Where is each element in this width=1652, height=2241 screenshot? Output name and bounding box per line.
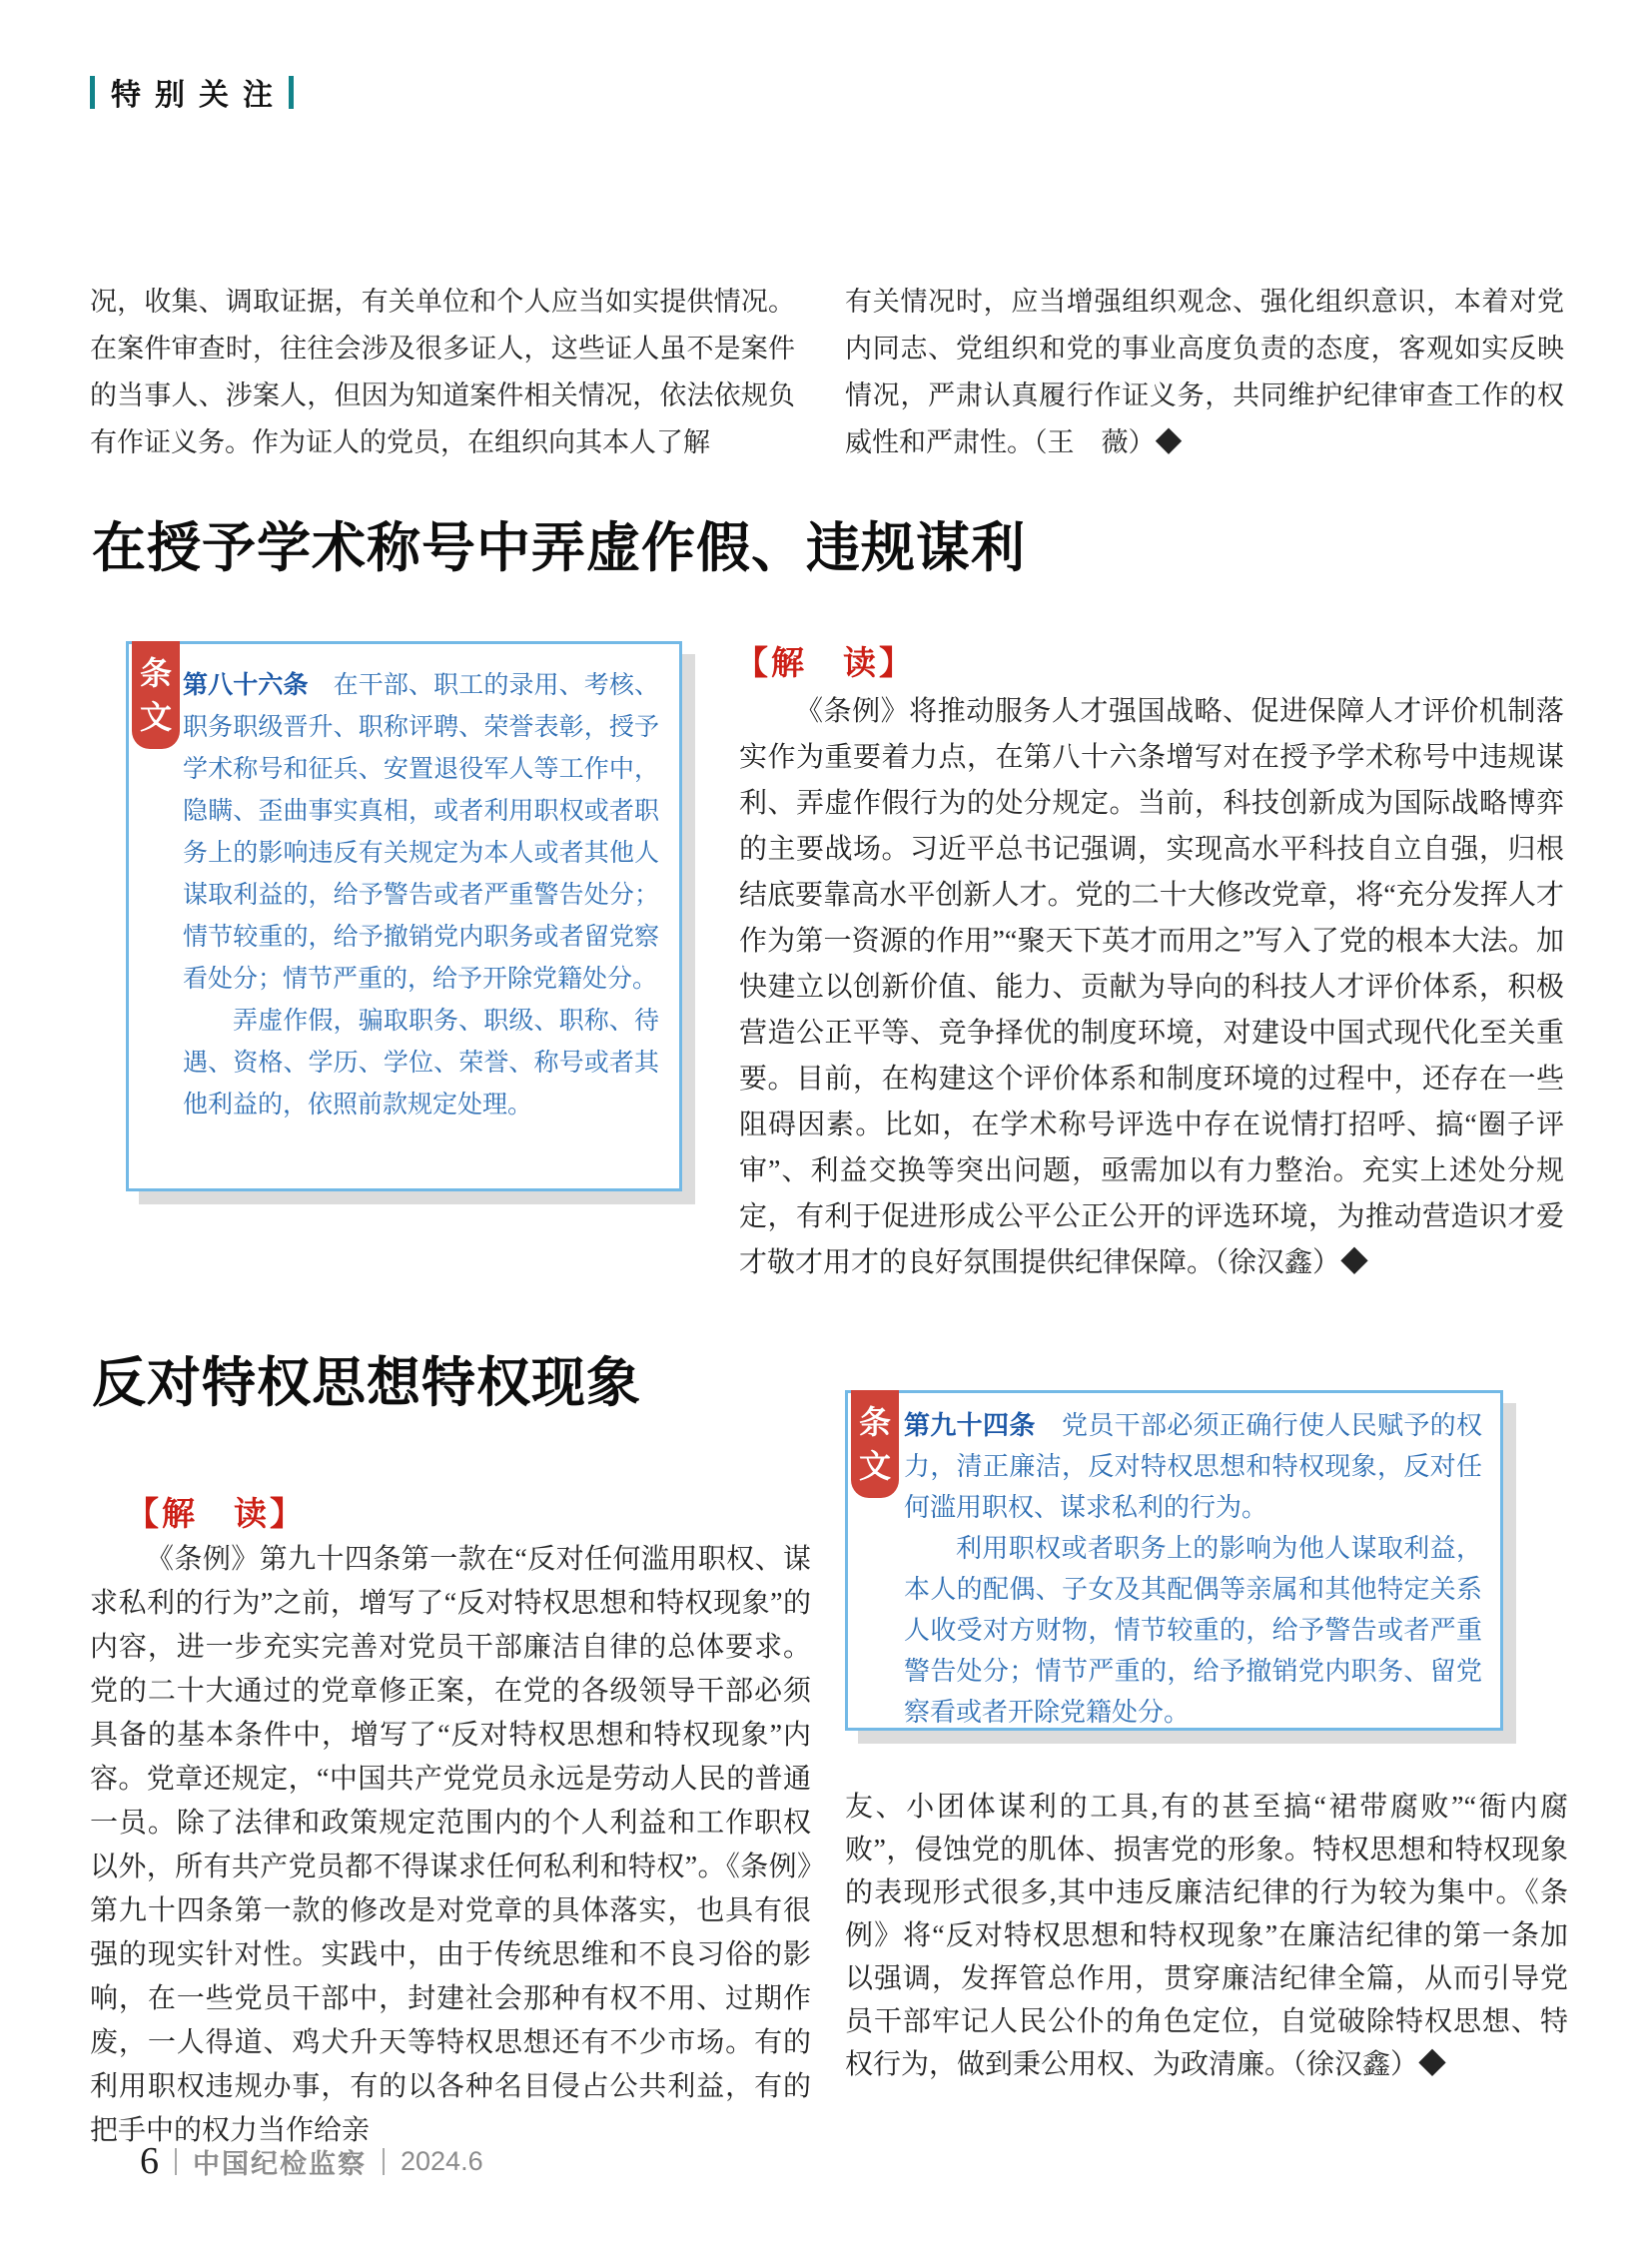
- section1-title: 在授予学术称号中弄虚作假、违规谋利: [92, 518, 1026, 578]
- section2-interpretation-continued: 友、小团体谋利的工具,有的甚至搞“裙带腐败”“衙内腐败”，侵蚀党的肌体、损害党的形象。特权思想和特权现象的表现形式很多,其中违反廉洁纪律的行为较为集中。《条例》将“反对特权思想和特权现象”在廉洁纪律的第一条加以强调，发挥管总作用，贯穿廉洁纪律全篇，从而引导党员干部牢记人民公仆的角色定位，自觉破除特权思想、特权行为，做到秉公用权、为政清廉。（徐汉鑫）◆: [845, 1792, 1568, 2080]
- article-94-number: 第九十四条: [904, 1410, 1036, 1440]
- intro-left-paragraph: 况，收集、调取证据，有关单位和个人应当如实提供情况。在案件审查时，往往会涉及很多证人，这些证人虽不是案件的当事人、涉案人，但因为知道案件相关情况，依法依规负有作证义务。作为证人的党员，在组织向其本人了解: [90, 287, 795, 457]
- article-86-paragraph-1: [183, 664, 659, 1000]
- footer-divider-1: [175, 2148, 177, 2175]
- page-footer: [140, 2139, 483, 2183]
- tiaowen-tab-label-1: 条文: [139, 655, 172, 735]
- jiedu-label-section1: 【解 读】: [735, 646, 915, 682]
- tiaowen-tab-label-2: 条文: [858, 1404, 891, 1484]
- footer-divider-2: [383, 2148, 385, 2175]
- footer-journal-name: 中国纪检监察: [193, 2148, 367, 2179]
- kicker-bar-left: [90, 76, 95, 109]
- section2-interpretation: 《条例》第九十四条第一款在“反对任何滥用职权、谋求私利的行为”之前，增写了“反对特权思想和特权现象”的内容，进一步充实完善对党员干部廉洁自律的总体要求。党的二十大通过的党章修正案，在党的各级领导干部必须具备的基本条件中，增写了“反对特权思想和特权现象”内容。党章还规定，“中国共产党党员永远是劳动人民的普通一员。除了法律和政策规定范围内的个人利益和工作职权以外，所有共产党员都不得谋求任何私利和特权”。《条例》第九十四条第一款的修改是对党章的具体落实，也具有很强的现实针对性。实践中，由于传统思维和不良习俗的影响，在一些党员干部中，封建社会那种有权不用、过期作废，一人得道、鸡犬升天等特权思想还有不少市场。有的利用职权违规办事，有的以各种名目侵占公共利益，有的把手中的权力当作给亲: [90, 1544, 811, 2146]
- article-94-paragraph-1-text: 党员干部必须正确行使人民赋予的权力，清正廉洁，反对特权思想和特权现象，反对任何滥用职权、谋求私利的行为。: [904, 1410, 1482, 1522]
- kicker-bar-right: [289, 76, 294, 109]
- footer-page-number: 6: [140, 2140, 159, 2182]
- kicker-label: 特别关注: [111, 79, 287, 112]
- jiedu-label-section2: 【解 读】: [126, 1497, 306, 1533]
- article-86-paragraph-1-text: 在干部、职工的录用、考核、职务职级晋升、职称评聘、荣誉表彰，授予学术称号和征兵、安置退役军人等工作中，隐瞒、歪曲事实真相，或者利用职权或者职务上的影响违反有关规定为本人或者其他人谋取利益的，给予警告或者严重警告处分；情节较重的，给予撤销党内职务或者留党察看处分；情节严重的，给予开除党籍处分。: [183, 671, 659, 993]
- tiaowen-tab-2: [851, 1390, 899, 1498]
- article-94-paragraph-1: [904, 1405, 1482, 1528]
- article-86-number: 第八十六条: [183, 671, 309, 699]
- kicker: [90, 70, 294, 114]
- footer-issue: 2024.6: [401, 2145, 483, 2176]
- tiaowen-tab-1: [132, 641, 180, 749]
- section1-interpretation: 《条例》将推动服务人才强国战略、促进保障人才评价机制落实作为重要着力点，在第八十六条增写对在授予学术称号中违规谋利、弄虚作假行为的处分规定。当前，科技创新成为国际战略博弈的主要战场。习近平总书记强调，实现高水平科技自立自强，归根结底要靠高水平创新人才。党的二十大修改党章，将“充分发挥人才作为第一资源的作用”“聚天下英才而用之”写入了党的根本大法。加快建立以创新价值、能力、贡献为导向的科技人才评价体系，积极营造公正平等、竞争择优的制度环境，对建设中国式现代化至关重要。目前，在构建这个评价体系和制度环境的过程中，还存在一些阻碍因素。比如，在学术称号评选中存在说情打招呼、搞“圈子评审”、利益交换等突出问题，亟需加以有力整治。充实上述处分规定，有利于促进形成公平公正公开的评选环境，为推动营造识才爱才敬才用才的良好氛围提供纪律保障。（徐汉鑫）◆: [739, 696, 1564, 1278]
- intro-right-paragraph: 有关情况时，应当增强组织观念、强化组织意识，本着对党内同志、党组织和党的事业高度负责的态度，客观如实反映情况，严肃认真履行作证义务，共同维护纪律审查工作的权威性和严肃性。（王 薇）◆: [845, 287, 1564, 457]
- article-box-94: [845, 1390, 1503, 1731]
- section2-title: 反对特权思想特权现象: [92, 1353, 641, 1413]
- article-94-paragraph-2: 利用职权或者职务上的影响为他人谋取利益，本人的配偶、子女及其配偶等亲属和其他特定关系人收受对方财物，情节较重的，给予警告或者严重警告处分；情节严重的，给予撤销党内职务、留党察看或者开除党籍处分。: [904, 1533, 1482, 1727]
- article-box-86: [126, 641, 682, 1191]
- article-86-paragraph-2: 弄虚作假，骗取职务、职级、职称、待遇、资格、学历、学位、荣誉、称号或者其他利益的，依照前款规定处理。: [183, 1007, 659, 1119]
